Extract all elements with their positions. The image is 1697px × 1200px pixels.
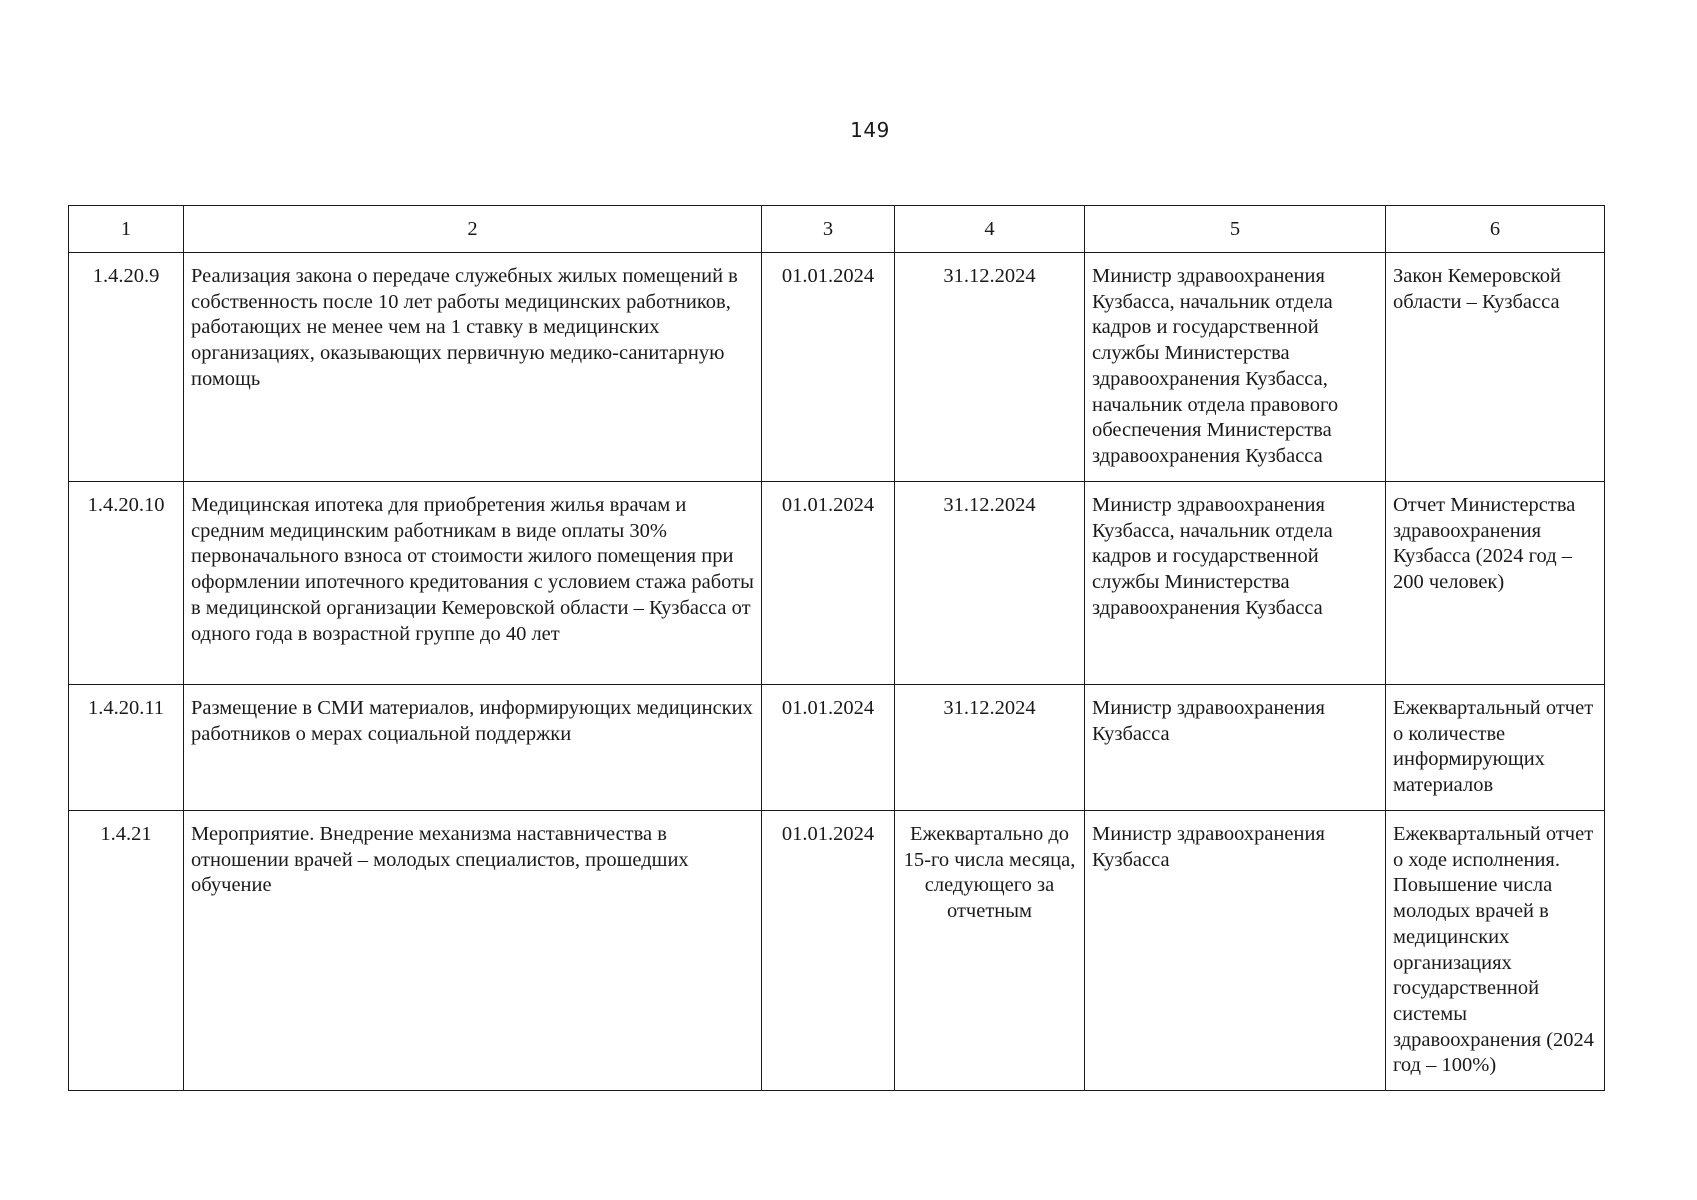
row-result: Ежеквартальный отчет о количестве информирующих материалов (1386, 685, 1605, 811)
row-number: 1.4.20.10 (69, 482, 184, 685)
column-header-4: 4 (895, 206, 1085, 253)
row-description: Размещение в СМИ материалов, информирующих медицинских работников о мерах социальной поддержки (184, 685, 762, 811)
table-row (69, 253, 1605, 482)
row-description: Мероприятие. Внедрение механизма наставничества в отношении врачей – молодых специалистов, прошедших обучение (184, 811, 762, 1091)
column-header-5: 5 (1085, 206, 1386, 253)
row-number: 1.4.20.9 (69, 253, 184, 482)
row-description: Реализация закона о передаче служебных жилых помещений в собственность после 10 лет работы медицинских работников, работающих не менее чем на 1 ставку в медицинских организациях, оказывающих первичную медико-санитарную помощь (184, 253, 762, 482)
row-start-date: 01.01.2024 (762, 685, 895, 811)
row-start-date: 01.01.2024 (762, 811, 895, 1091)
row-result: Закон Кемеровской области – Кузбасса (1386, 253, 1605, 482)
row-responsible: Министр здравоохранения Кузбасса (1085, 811, 1386, 1091)
row-responsible: Министр здравоохранения Кузбасса (1085, 685, 1386, 811)
table-row (69, 685, 1605, 811)
table-row (69, 482, 1605, 685)
row-result: Отчет Министерства здравоохранения Кузбасса (2024 год – 200 человек) (1386, 482, 1605, 685)
row-end-date: 31.12.2024 (895, 685, 1085, 811)
column-header-2: 2 (184, 206, 762, 253)
column-header-3: 3 (762, 206, 895, 253)
row-start-date: 01.01.2024 (762, 253, 895, 482)
row-description: Медицинская ипотека для приобретения жилья врачам и средним медицинским работникам в виде оплаты 30% первоначального взноса от стоимости жилого помещения при оформлении ипотечного кредитования с условием стажа работы в медицинской организации Кемеровской области – Кузбасса от одного года в возрастной группе до 40 лет (184, 482, 762, 685)
row-end-date: Ежеквартально до 15-го числа месяца, следующего за отчетным (895, 811, 1085, 1091)
row-end-date: 31.12.2024 (895, 482, 1085, 685)
row-result: Ежеквартальный отчет о ходе исполнения. Повышение числа молодых врачей в медицинских организациях государственной системы здравоохранения (2024 год – 100%) (1386, 811, 1605, 1091)
row-start-date: 01.01.2024 (762, 482, 895, 685)
activity-plan-table (68, 205, 1605, 1091)
row-number: 1.4.21 (69, 811, 184, 1091)
row-number: 1.4.20.11 (69, 685, 184, 811)
table-row (69, 811, 1605, 1091)
column-header-1: 1 (69, 206, 184, 253)
row-responsible: Министр здравоохранения Кузбасса, начальник отдела кадров и государственной службы Министерства здравоохранения Кузбасса (1085, 482, 1386, 685)
column-header-6: 6 (1386, 206, 1605, 253)
page-number: 149 (850, 118, 890, 142)
table-header-row (69, 206, 1605, 253)
row-responsible: Министр здравоохранения Кузбасса, начальник отдела кадров и государственной службы Министерства здравоохранения Кузбасса, начальник отдела правового обеспечения Министерства здравоохранения Кузбасса (1085, 253, 1386, 482)
row-end-date: 31.12.2024 (895, 253, 1085, 482)
